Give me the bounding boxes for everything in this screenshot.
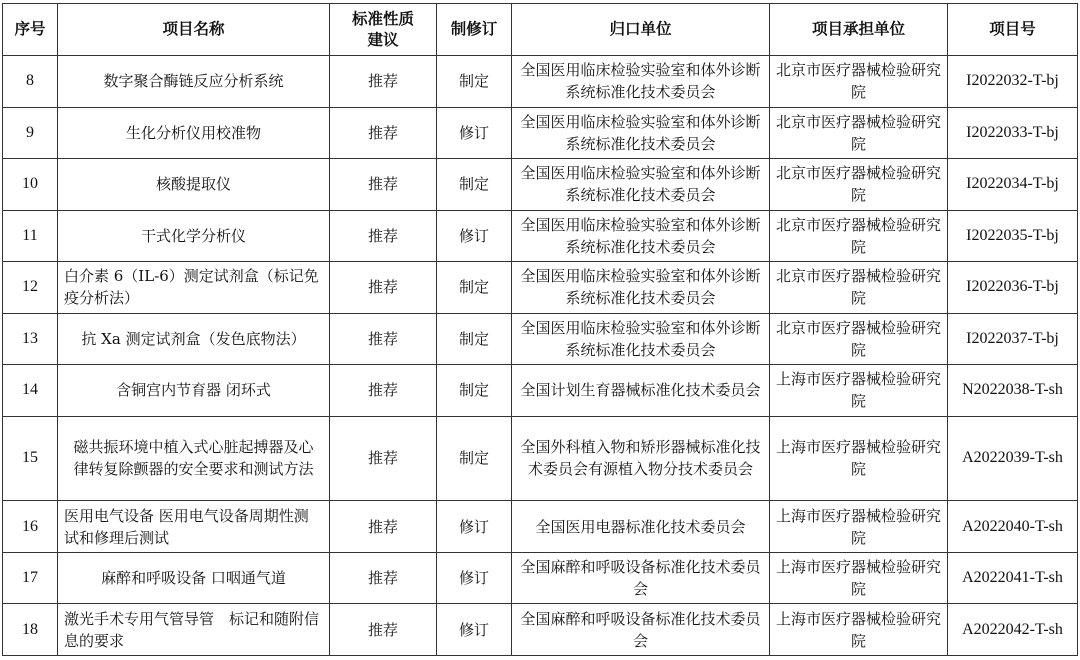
- cell-org: 全国医用临床检验实验室和体外诊断系统标准化技术委员会: [512, 313, 770, 365]
- header-revision: 制修订: [437, 4, 512, 56]
- cell-undertaker: 北京市医疗器械检验研究院: [770, 107, 948, 159]
- table-row: [3, 365, 1078, 417]
- cell-no: 14: [3, 365, 58, 417]
- cell-revision: 制定: [437, 56, 512, 108]
- cell-nature: 推荐: [330, 159, 437, 211]
- table-row: [3, 107, 1078, 159]
- cell-name: 核酸提取仪: [58, 159, 330, 211]
- table-row: [3, 159, 1078, 211]
- cell-revision: 制定: [437, 365, 512, 417]
- cell-nature: 推荐: [330, 210, 437, 262]
- cell-name: 干式化学分析仪: [58, 210, 330, 262]
- cell-revision: 修订: [437, 210, 512, 262]
- cell-nature: 推荐: [330, 552, 437, 604]
- cell-undertaker: 上海市医疗器械检验研究院: [770, 501, 948, 553]
- cell-revision: 制定: [437, 416, 512, 501]
- cell-revision: 制定: [437, 159, 512, 211]
- cell-revision: 修订: [437, 107, 512, 159]
- table-row: [3, 604, 1078, 656]
- cell-code: A2022040-T-sh: [948, 501, 1078, 553]
- cell-undertaker: 北京市医疗器械检验研究院: [770, 56, 948, 108]
- cell-nature: 推荐: [330, 56, 437, 108]
- cell-undertaker: 上海市医疗器械检验研究院: [770, 365, 948, 417]
- cell-nature: 推荐: [330, 501, 437, 553]
- header-undertaker: 项目承担单位: [770, 4, 948, 56]
- cell-undertaker: 北京市医疗器械检验研究院: [770, 210, 948, 262]
- header-nature: 标准性质建议: [330, 4, 437, 56]
- cell-nature: 推荐: [330, 604, 437, 656]
- cell-revision: 修订: [437, 552, 512, 604]
- cell-name: 磁共振环境中植入式心脏起搏器及心律转复除颤器的安全要求和测试方法: [58, 416, 330, 501]
- cell-name: 数字聚合酶链反应分析系统: [58, 56, 330, 108]
- cell-no: 18: [3, 604, 58, 656]
- cell-undertaker: 北京市医疗器械检验研究院: [770, 159, 948, 211]
- cell-code: A2022041-T-sh: [948, 552, 1078, 604]
- cell-code: I2022033-T-bj: [948, 107, 1078, 159]
- cell-name: 医用电气设备 医用电气设备周期性测试和修理后测试: [58, 501, 330, 553]
- cell-nature: 推荐: [330, 262, 437, 314]
- cell-code: I2022035-T-bj: [948, 210, 1078, 262]
- table-row: [3, 416, 1078, 501]
- cell-nature: 推荐: [330, 107, 437, 159]
- cell-name: 麻醉和呼吸设备 口咽通气道: [58, 552, 330, 604]
- cell-org: 全国医用临床检验实验室和体外诊断系统标准化技术委员会: [512, 262, 770, 314]
- cell-undertaker: 上海市医疗器械检验研究院: [770, 416, 948, 501]
- cell-undertaker: 上海市医疗器械检验研究院: [770, 604, 948, 656]
- cell-no: 15: [3, 416, 58, 501]
- cell-no: 9: [3, 107, 58, 159]
- table-header-row: [3, 4, 1078, 56]
- cell-revision: 制定: [437, 313, 512, 365]
- cell-org: 全国医用临床检验实验室和体外诊断系统标准化技术委员会: [512, 210, 770, 262]
- header-no: 序号: [3, 4, 58, 56]
- header-code: 项目号: [948, 4, 1078, 56]
- cell-code: I2022032-T-bj: [948, 56, 1078, 108]
- cell-no: 16: [3, 501, 58, 553]
- cell-name: 含铜宫内节育器 闭环式: [58, 365, 330, 417]
- cell-undertaker: 北京市医疗器械检验研究院: [770, 313, 948, 365]
- cell-no: 12: [3, 262, 58, 314]
- cell-name: 激光手术专用气管导管 标记和随附信息的要求: [58, 604, 330, 656]
- cell-no: 11: [3, 210, 58, 262]
- table-row: [3, 210, 1078, 262]
- header-name: 项目名称: [58, 4, 330, 56]
- cell-code: I2022036-T-bj: [948, 262, 1078, 314]
- cell-revision: 制定: [437, 262, 512, 314]
- cell-code: I2022037-T-bj: [948, 313, 1078, 365]
- cell-org: 全国医用临床检验实验室和体外诊断系统标准化技术委员会: [512, 107, 770, 159]
- cell-org: 全国医用电器标准化技术委员会: [512, 501, 770, 553]
- table-row: [3, 552, 1078, 604]
- table-row: [3, 56, 1078, 108]
- cell-undertaker: 上海市医疗器械检验研究院: [770, 552, 948, 604]
- cell-name: 抗 Xa 测定试剂盒（发色底物法）: [58, 313, 330, 365]
- cell-name: 白介素 6（IL-6）测定试剂盒（标记免疫分析法）: [58, 262, 330, 314]
- table-row: [3, 313, 1078, 365]
- cell-name: 生化分析仪用校准物: [58, 107, 330, 159]
- cell-org: 全国麻醉和呼吸设备标准化技术委员会: [512, 604, 770, 656]
- cell-org: 全国计划生育器械标准化技术委员会: [512, 365, 770, 417]
- cell-undertaker: 北京市医疗器械检验研究院: [770, 262, 948, 314]
- cell-nature: 推荐: [330, 365, 437, 417]
- cell-nature: 推荐: [330, 313, 437, 365]
- cell-no: 13: [3, 313, 58, 365]
- cell-org: 全国医用临床检验实验室和体外诊断系统标准化技术委员会: [512, 56, 770, 108]
- header-org: 归口单位: [512, 4, 770, 56]
- cell-code: I2022034-T-bj: [948, 159, 1078, 211]
- cell-no: 17: [3, 552, 58, 604]
- table-row: [3, 262, 1078, 314]
- cell-no: 8: [3, 56, 58, 108]
- cell-org: 全国外科植入物和矫形器械标准化技术委员会有源植入物分技术委员会: [512, 416, 770, 501]
- table-row: [3, 501, 1078, 553]
- cell-org: 全国麻醉和呼吸设备标准化技术委员会: [512, 552, 770, 604]
- cell-revision: 修订: [437, 501, 512, 553]
- cell-no: 10: [3, 159, 58, 211]
- cell-revision: 修订: [437, 604, 512, 656]
- cell-org: 全国医用临床检验实验室和体外诊断系统标准化技术委员会: [512, 159, 770, 211]
- cell-code: A2022042-T-sh: [948, 604, 1078, 656]
- cell-code: N2022038-T-sh: [948, 365, 1078, 417]
- cell-code: A2022039-T-sh: [948, 416, 1078, 501]
- standards-project-table: [2, 3, 1078, 656]
- cell-nature: 推荐: [330, 416, 437, 501]
